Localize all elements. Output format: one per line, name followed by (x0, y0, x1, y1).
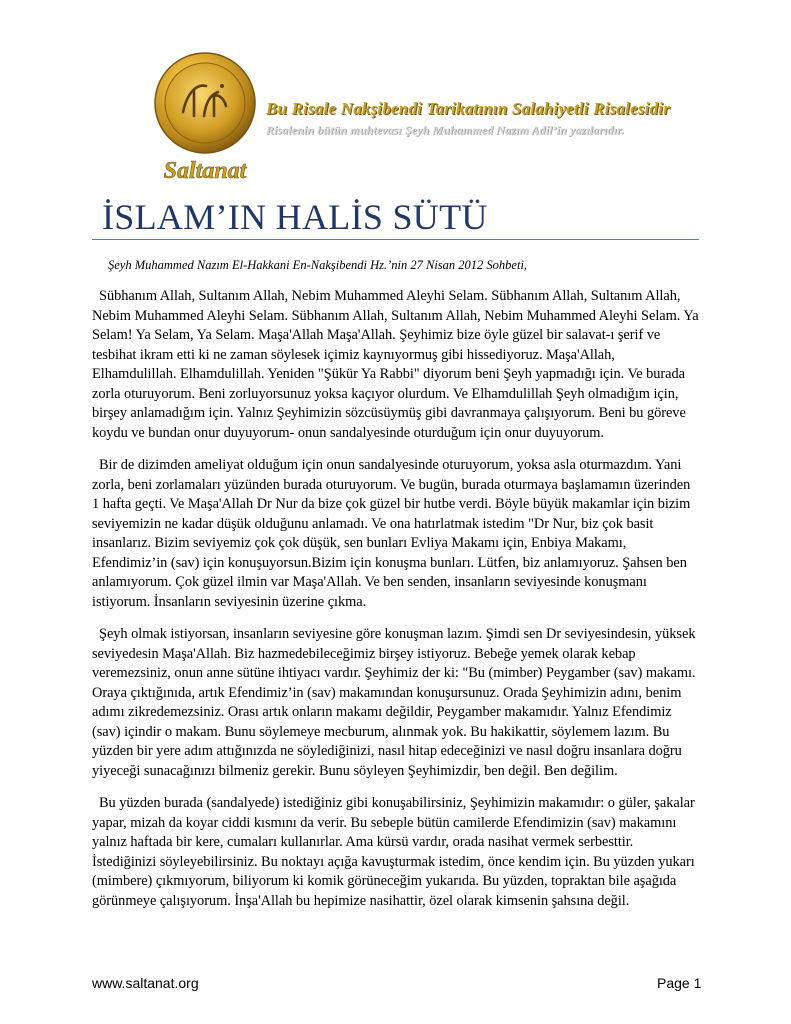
paragraph: Şeyh olmak istiyorsan, insanların seviyesine göre konuşman lazım. Şimdi sen Dr seviyesindesin, yüksek seviyedesin Maşa'Allah. Biz hazmedebileceğimiz birşey istiyoruz. Bebeğe yemek olarak kebap veremezsiniz, onun anne sütüne ihtiyacı vardır. Şeyhimiz der ki: "Bu (mimber) Peygamber (sav) makamı. Oraya çıktığınıda, artık Efendimiz’in (sav) makamından konuşursunuz. Orada Şeyhimizin adını, benim adımı zikredemezsiniz. Orası artık onların makamı değildir, Peygamber makamıdır. Yalnız Efendimiz (sav) içindir o makam. Bunu söylemeye mecburum, alınmak yok. Bu hakikattir, söylemem lazım. Bu yüzden bir yere adım attığınızda ne söylediğinizi, nasıl hitap edeceğinizi ve nasıl doğru insanlara doğru yiyeceği sunacağınızı bilmeniz gerekir. Bunu söyleyen Şeyhimizdir, ben değil. Ben değilim. (92, 626, 696, 779)
title-divider (92, 239, 699, 240)
page-number: Page 1 (657, 975, 702, 991)
banner-subtitle: Risalenin bütün muhtevası Şeyh Muhammed Nazım Adil’in yazılarıdır. (266, 123, 625, 137)
banner-title: Bu Risale Nakşibendi Tarikatının Salahiyetli Risalesidir (266, 99, 671, 118)
logo-wordmark: Saltanat (163, 158, 247, 184)
document-title: İSLAM’IN HALİS SÜTÜ (102, 197, 488, 237)
saltanat-logo (148, 50, 263, 185)
document-body (92, 287, 700, 924)
paragraph: Bir de dizimden ameliyat olduğum için onun sandalyesinde oturuyorum, yoksa asla oturmazdım. Yani zorla, beni zorlamaları yüzünden burada oturuyorum. Ve bugün, burada oturmaya başlamamın üzerinden 1 hafta geçti. Ve Maşa'Allah Dr Nur da bize çok güzel bir hutbe verdi. Böyle büyük makamlar için bizim seviyemizin ne kadar düşük olduğunu anlamadı. Ve ona hatırlatmak istedim "Dr Nur, biz çok basit insanlarız. Bizim seviyemiz çok çok düşük, sen bunları Evliya Makamı için, Enbiya Makamı, Efendimiz’in (sav) için konuşuyorsun.Bizim için konuşma bunları. Lütfen, biz anlamıyoruz. Şahsen ben anlamıyorum. Çok güzel ilmin var Maşa'Allah. Ve ben senden, insanların seviyesinde konuşmanı istiyorum. İnsanların seviyesinin üzerine çıkma. (92, 457, 691, 610)
footer-website: www.saltanat.org (92, 975, 199, 991)
document-subtitle: Şeyh Muhammed Nazım El-Hakkani En-Nakşibendi Hz.’nin 27 Nisan 2012 Sohbeti, (108, 258, 528, 272)
paragraph: Bu yüzden burada (sandalyede) istediğiniz gibi konuşabilirsiniz, Şeyhimizin makamıdır: o güler, şakalar yapar, mizah da koyar ciddi kısmını da verir. Bu sebeple bütün camilerde Efendimizin (sav) makamını yalnız haftada bir kere, cumaları kullanırlar. Ama kürsü vardır, orada nasihat vermek serbesttir. İstediğinizi söyleyebilirsiniz. Bu noktayı açığa kavuşturmak istedim, önce kendim için. Bu yüzden yukarı (mimbere) çıkmıyorum, biliyorum ki komik görüneceğim yukarıda. Bu yüzden, topraktan bile aşağıda görünmeye çalışıyorum. İnşa'Allah bu hepimize nasihattir, özel olarak kimsenin şahsına değil. (92, 795, 695, 909)
paragraph: Sübhanım Allah, Sultanım Allah, Nebim Muhammed Aleyhi Selam. Sübhanım Allah, Sultanım Allah, Nebim Muhammed Aleyhi Selam. Sübhanım Allah, Sultanım Allah, Nebim Muhammed Aleyhi Selam. Ya Selam! Ya Selam, Ya Selam. Maşa'Allah Maşa'Allah. Şeyhimiz bize öyle güzel bir salavat-ı şerif ve tesbihat ikram etti ki ne zaman söylesek içimiz kaynıyormuş gibi hissediyoruz. Maşa'Allah, Elhamdulillah. Elhamdulillah. Yeniden "Şükür Ya Rabbi" diyorum beni Şeyh yapmadığı için. Ve burada zorla oturuyorum. Beni zorluyorsunuz yoksa kaçıyor olurdum. Ve Elhamdulillah Şeyh olmadığım için, birşey anlamadığım için. Yalnız Şeyhimizin sözcüsüymüş gibi davranmaya çalışıyorum. Beni bu göreve koydu ve bundan onur duyuyorum- onun sandalyesinde oturduğum için onur duyuyorum. (92, 288, 699, 441)
